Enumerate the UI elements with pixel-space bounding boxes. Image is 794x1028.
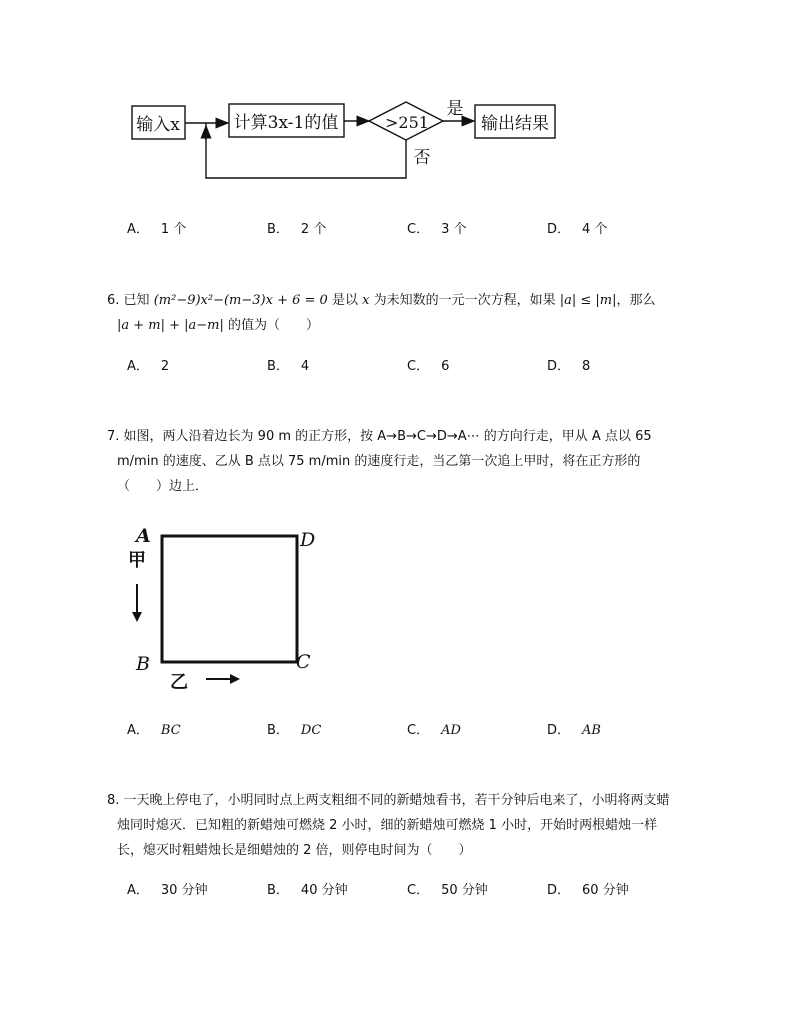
flowchart-output-label: 输出结果 bbox=[481, 114, 549, 134]
person-yi-label: 乙 bbox=[170, 672, 188, 693]
q8-option-a[interactable] bbox=[127, 879, 208, 898]
option-label: C． bbox=[407, 883, 430, 898]
option-label: C． bbox=[407, 723, 430, 738]
q6-option-c[interactable] bbox=[407, 355, 449, 374]
q6-text: 已知 bbox=[123, 293, 150, 308]
q6-condition: |a| ≤ |m| bbox=[559, 293, 617, 308]
option-text: 2 个 bbox=[300, 222, 327, 237]
q7-option-b[interactable] bbox=[267, 719, 321, 738]
vertex-d-label: D bbox=[300, 529, 316, 551]
q6-expression: |a + m| + |a−m| bbox=[117, 318, 224, 333]
q7-text: m/min 的速度、乙从 B 点以 75 m/min 的速度行走，当乙第一次追上甲时，将在正方形的 bbox=[117, 454, 641, 469]
q7-option-a[interactable] bbox=[127, 719, 181, 738]
q5-option-d[interactable] bbox=[547, 218, 607, 237]
option-label: D． bbox=[547, 883, 571, 898]
down-arrow-head bbox=[132, 612, 142, 622]
square bbox=[162, 536, 297, 662]
option-text: 50 分钟 bbox=[441, 883, 488, 898]
option-text: DC bbox=[300, 723, 322, 738]
option-label: B． bbox=[267, 359, 289, 374]
q8-option-d[interactable] bbox=[547, 879, 629, 898]
vertex-c-label: C bbox=[296, 651, 311, 673]
q8-stem bbox=[107, 788, 707, 863]
option-text: 4 个 bbox=[582, 222, 608, 237]
q6-variable: x bbox=[362, 293, 370, 308]
option-label: A． bbox=[127, 723, 149, 738]
option-label: D． bbox=[547, 723, 571, 738]
q8-option-b[interactable] bbox=[267, 879, 348, 898]
q7-text: 如图，两人沿着边长为 90 m 的正方形，按 A→B→C→D→A⋯ 的方向行走，甲从 A 点以 65 bbox=[123, 429, 652, 444]
q8-option-c[interactable] bbox=[407, 879, 488, 898]
q6-option-d[interactable] bbox=[547, 355, 590, 374]
q5-option-c[interactable] bbox=[407, 218, 466, 237]
option-text: 3 个 bbox=[441, 222, 467, 237]
option-text: AB bbox=[582, 723, 601, 738]
right-arrow-head bbox=[230, 674, 240, 684]
option-label: B． bbox=[267, 222, 289, 237]
q5-option-a[interactable] bbox=[127, 218, 186, 237]
q7-option-c[interactable] bbox=[407, 719, 461, 738]
q6-option-a[interactable] bbox=[127, 355, 169, 374]
option-text: 40 分钟 bbox=[300, 883, 348, 898]
option-text: 6 bbox=[441, 359, 450, 374]
q6-text: 的值为（ ） bbox=[228, 318, 320, 333]
flowchart bbox=[0, 0, 794, 200]
q7-text: （ ）边上． bbox=[117, 479, 209, 494]
option-text: 60 分钟 bbox=[582, 883, 629, 898]
q6-text: 为未知数的一元一次方程，如果 bbox=[373, 293, 556, 308]
q8-text: 长，熄灭时粗蜡烛长是细蜡烛的 2 倍，则停电时间为（ ） bbox=[117, 843, 472, 858]
q8-text: 一天晚上停电了，小明同时点上两支粗细不同的新蜡烛看书，若干分钟后电来了，小明将两支蜡 bbox=[123, 793, 670, 808]
flowchart-input-label: 输入x bbox=[136, 115, 180, 135]
question-number: 8. bbox=[107, 793, 120, 808]
q8-text: 烛同时熄灭．已知粗的新蜡烛可燃烧 2 小时，细的新蜡烛可燃烧 1 小时，开始时两根蜡烛一样 bbox=[117, 818, 658, 833]
q7-stem bbox=[107, 424, 707, 499]
vertex-b-label: B bbox=[136, 653, 150, 675]
option-label: B． bbox=[267, 723, 289, 738]
option-label: A． bbox=[127, 359, 149, 374]
q5-option-b[interactable] bbox=[267, 218, 326, 237]
option-text: 4 bbox=[300, 359, 310, 374]
q6-text: ，那么 bbox=[616, 293, 656, 308]
option-label: A． bbox=[127, 222, 149, 237]
q6-equation: (m²−9)x²−(m−3)x + 6 = 0 bbox=[153, 293, 328, 308]
flowchart-yes-label: 是 bbox=[446, 99, 464, 119]
option-text: 1 个 bbox=[160, 222, 187, 237]
option-text: 2 bbox=[160, 359, 170, 374]
option-label: B． bbox=[267, 883, 289, 898]
option-label: C． bbox=[407, 359, 430, 374]
vertex-a-label: A bbox=[136, 525, 151, 547]
question-number: 6. bbox=[107, 293, 120, 308]
q6-stem bbox=[107, 288, 707, 338]
option-text: 30 分钟 bbox=[160, 883, 208, 898]
q7-option-d[interactable] bbox=[547, 719, 601, 738]
question-number: 7. bbox=[107, 429, 120, 444]
option-label: C． bbox=[407, 222, 430, 237]
q7-square-figure bbox=[120, 520, 340, 695]
flowchart-no-label: 否 bbox=[413, 148, 431, 168]
person-jia-label: 甲 bbox=[128, 550, 146, 571]
q6-option-b[interactable] bbox=[267, 355, 309, 374]
option-text: 8 bbox=[582, 359, 591, 374]
option-text: AD bbox=[441, 723, 461, 738]
option-label: D． bbox=[547, 359, 571, 374]
option-text: BC bbox=[160, 723, 181, 738]
q6-text: 是以 bbox=[331, 293, 358, 308]
option-label: A． bbox=[127, 883, 149, 898]
flowchart-calc-label: 计算3x-1的值 bbox=[233, 113, 339, 133]
flowchart-condition-label: >251 bbox=[385, 113, 429, 132]
option-label: D． bbox=[547, 222, 571, 237]
